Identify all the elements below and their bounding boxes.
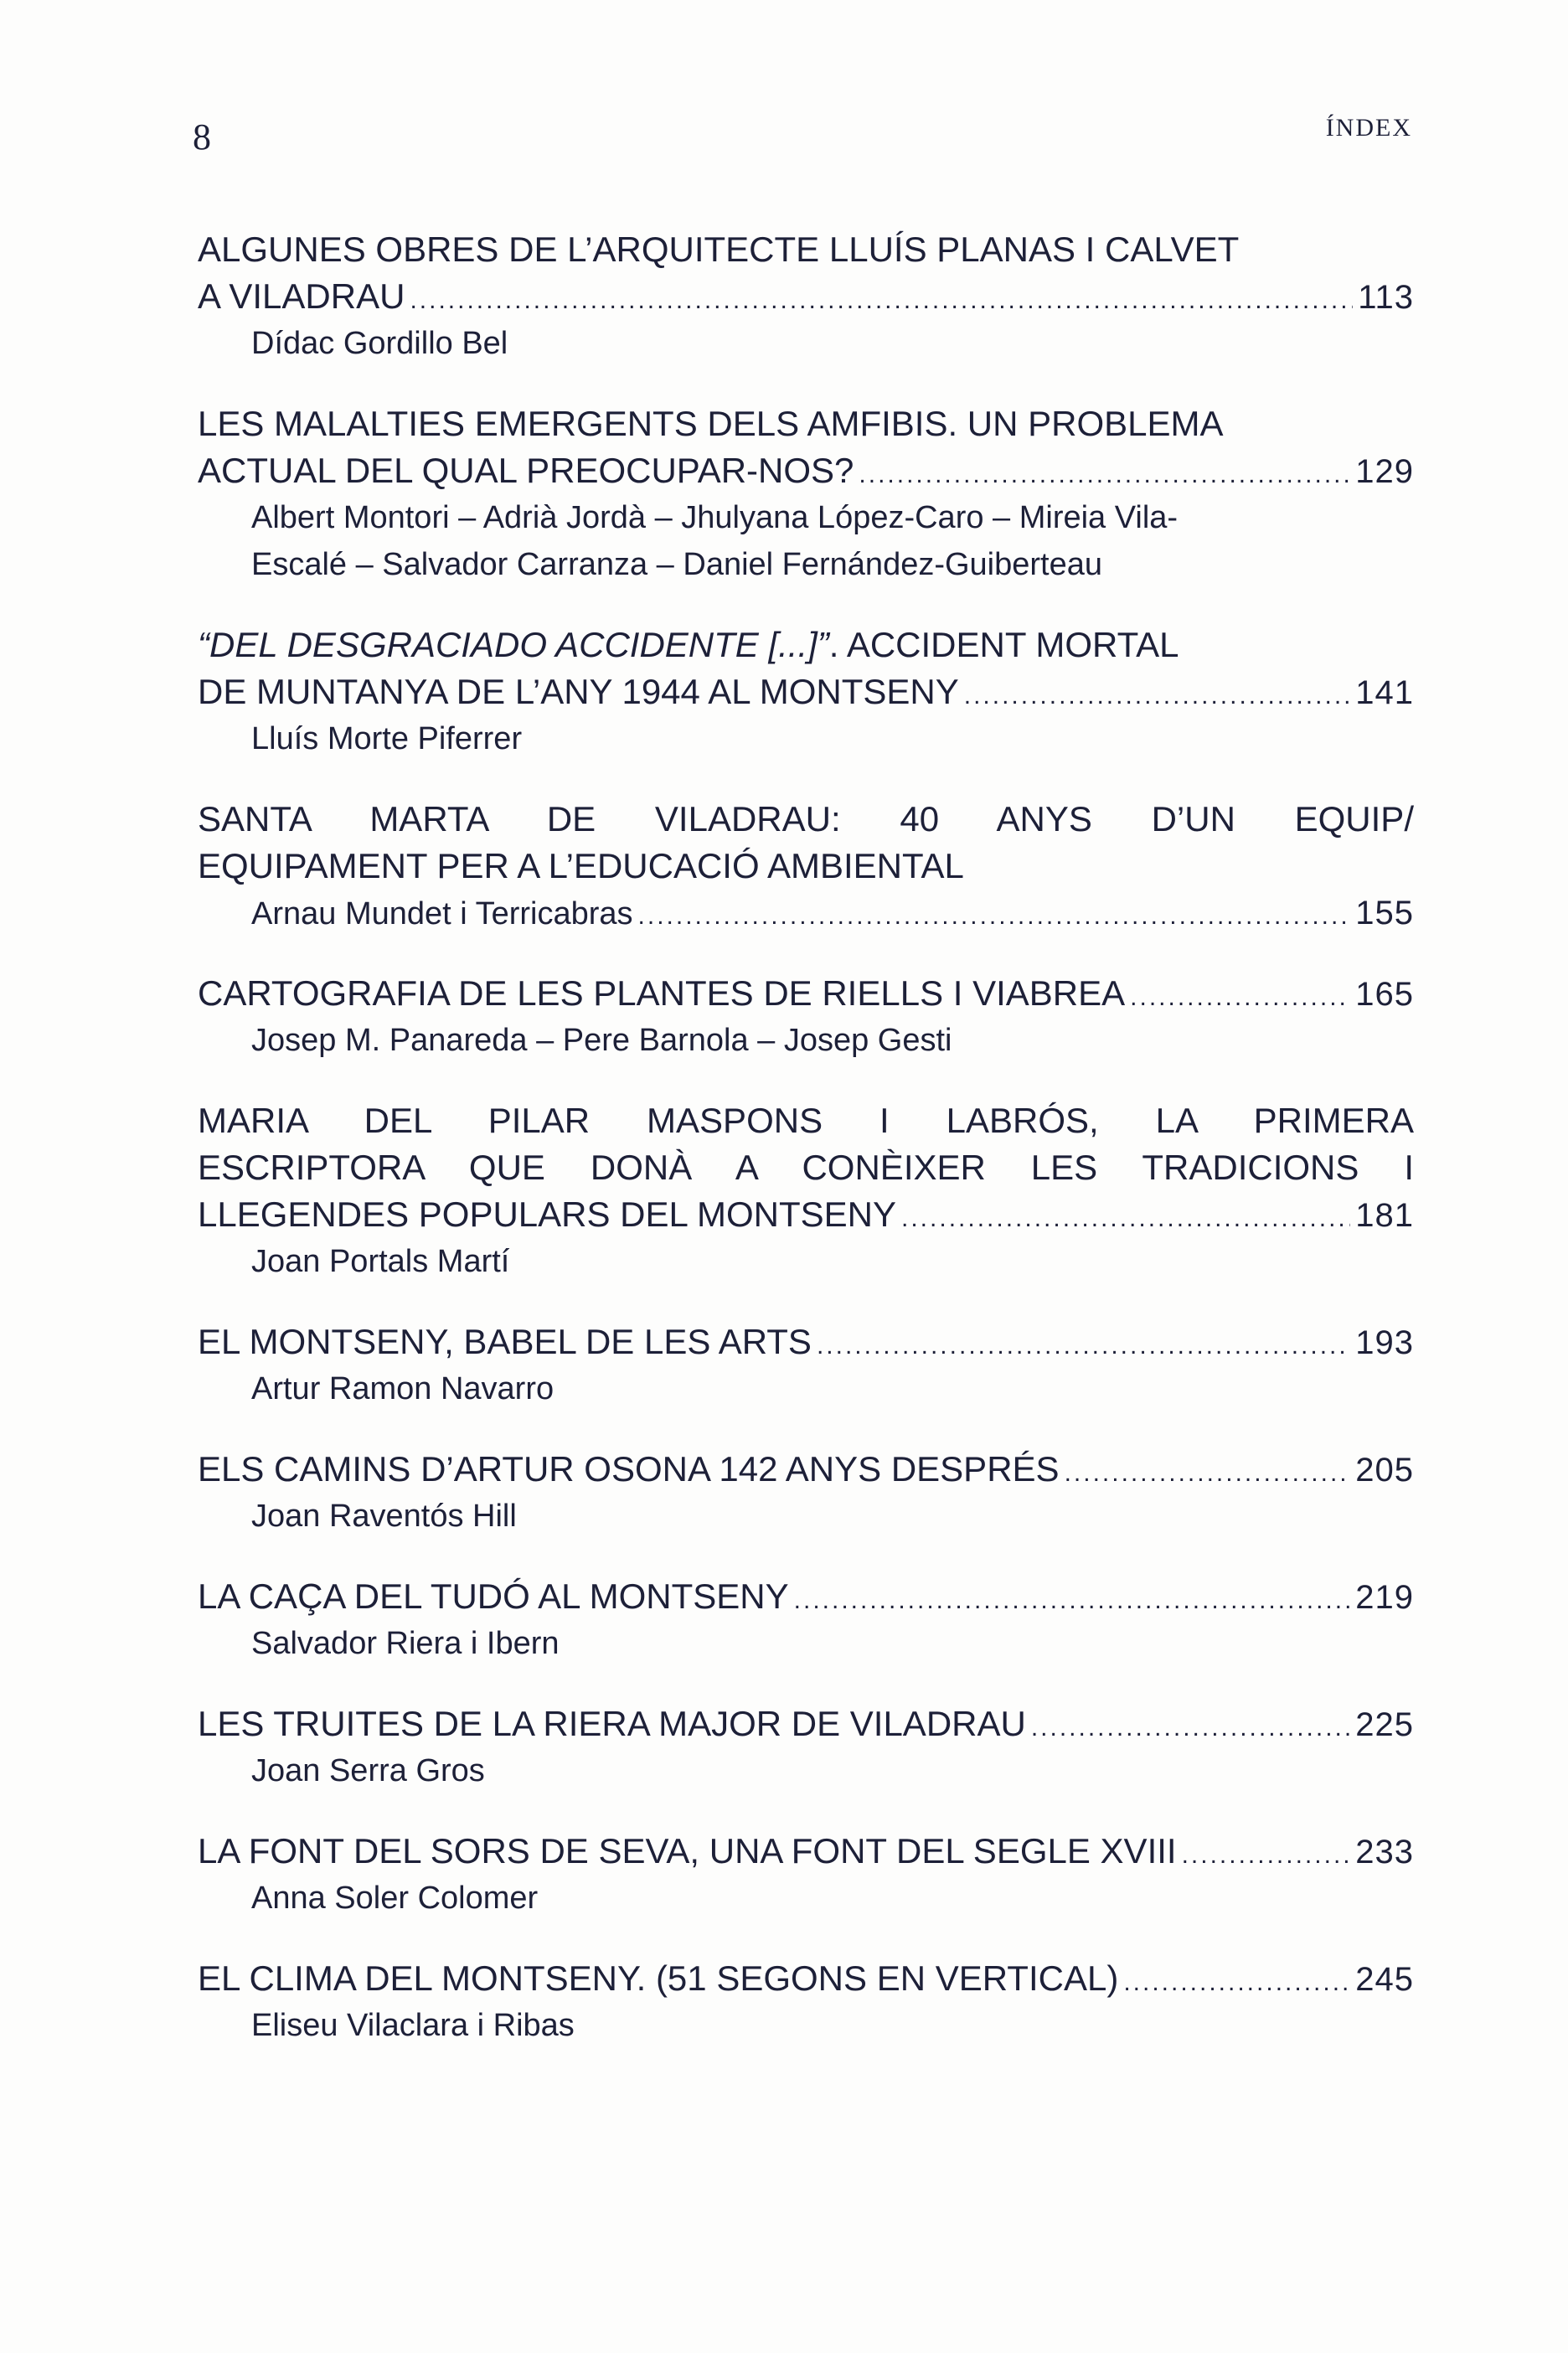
entry-author-text: Eliseu Vilaclara i Ribas [251, 2008, 575, 2043]
toc-entry[interactable] [198, 796, 1414, 937]
dot-leader [638, 893, 1351, 940]
entry-title-line [198, 970, 1414, 1017]
entry-author-text: Dídac Gordillo Bel [251, 326, 508, 361]
entry-author-line [198, 1238, 1414, 1285]
page-reference: 245 [1355, 1961, 1414, 1998]
entry-title-text: LLEGENDES POPULARS DEL MONTSENY [198, 1195, 897, 1234]
dot-leader [410, 277, 1353, 324]
dot-leader [859, 452, 1350, 498]
entry-title-text: CARTOGRAFIA DE LES PLANTES DE RIELLS I VIABREA [198, 973, 1126, 1013]
entry-author-line [198, 1620, 1414, 1667]
entry-title-text: ACTUAL DEL QUAL PREOCUPAR-NOS? [198, 451, 854, 490]
entry-title-line [198, 1573, 1414, 1620]
toc-entry[interactable] [198, 1573, 1414, 1667]
entry-author-text: Albert Montori – Adrià Jordà – Jhulyana López-Caro – Mireia Vila- [251, 500, 1179, 535]
entry-title-text: LA CAÇA DEL TUDÓ AL MONTSENY [198, 1576, 789, 1616]
running-title: ÍNDEX [1325, 114, 1412, 142]
entry-author-line [198, 2002, 1414, 2049]
entry-author-line [198, 1747, 1414, 1794]
toc-entry[interactable] [198, 1318, 1414, 1412]
entry-author-text: Salvador Riera i Ibern [251, 1626, 560, 1661]
entry-author-text: Joan Serra Gros [251, 1753, 485, 1788]
page-reference: 193 [1355, 1324, 1414, 1361]
dot-leader [964, 673, 1351, 720]
entry-author-line [198, 1365, 1414, 1412]
entry-title-line [198, 843, 1414, 890]
toc-entry[interactable] [198, 1446, 1414, 1540]
table-of-contents [198, 226, 1414, 2082]
entry-title-text: EL CLIMA DEL MONTSENY. (51 SEGONS EN VERTICAL) [198, 1958, 1119, 1998]
entry-title-line [198, 1191, 1414, 1238]
entry-title-line [198, 1318, 1414, 1365]
entry-title-line [198, 1446, 1414, 1493]
page-reference: 205 [1355, 1452, 1414, 1489]
dot-leader [1130, 974, 1350, 1021]
toc-entry[interactable] [198, 622, 1414, 762]
entry-author-line [198, 541, 1414, 588]
entry-title-text: ESCRIPTORA QUE DONÀ A CONÈIXER LES TRADICIONS I [198, 1148, 1414, 1187]
entry-title-line [198, 1828, 1414, 1875]
entry-author-text: Arnau Mundet i Terricabras [251, 896, 633, 931]
dot-leader [794, 1577, 1351, 1624]
entry-title-line [198, 447, 1414, 494]
entry-title-text: ELS CAMINS D’ARTUR OSONA 142 ANYS DESPRÉS [198, 1449, 1060, 1489]
entry-title-text: DE MUNTANYA DE L’ANY 1944 AL MONTSENY [198, 672, 959, 711]
dot-leader [1031, 1705, 1350, 1752]
entry-title-line [198, 1955, 1414, 2002]
entry-author-text: Artur Ramon Navarro [251, 1371, 554, 1406]
entry-author-text: Joan Raventós Hill [251, 1499, 517, 1534]
page-reference: 155 [1355, 895, 1414, 931]
dot-leader [1065, 1450, 1351, 1497]
entry-author-text: Escalé – Salvador Carranza – Daniel Fernández-Guiberteau [251, 547, 1102, 582]
entry-title-text: EQUIPAMENT PER A L’EDUCACIÓ AMBIENTAL [198, 846, 964, 885]
entry-author-text: Anna Soler Colomer [251, 1881, 539, 1916]
entry-title-rest: . ACCIDENT MORTAL [828, 625, 1179, 664]
page-reference: 129 [1355, 453, 1414, 490]
entry-title-line [198, 796, 1414, 843]
entry-author-line [198, 1875, 1414, 1922]
toc-entry[interactable] [198, 1828, 1414, 1922]
toc-entry[interactable] [198, 1097, 1414, 1285]
entry-author-line [198, 1493, 1414, 1540]
entry-title-text: EL MONTSENY, BABEL DE LES ARTS [198, 1322, 812, 1361]
page-number: 8 [193, 116, 211, 157]
entry-author-text: Josep M. Panareda – Pere Barnola – Josep Gesti [251, 1023, 952, 1058]
page-reference: 113 [1358, 279, 1414, 316]
entry-title-line [198, 273, 1414, 320]
entry-author-text: Joan Portals Martí [251, 1244, 510, 1279]
entry-title-line [198, 400, 1414, 447]
dot-leader [1182, 1832, 1351, 1879]
entry-title-text: SANTA MARTA DE VILADRAU: 40 ANYS D’UN EQUIP/ [198, 799, 1414, 839]
entry-title-line [198, 668, 1414, 715]
dot-leader [1123, 1959, 1350, 2006]
toc-entry[interactable] [198, 970, 1414, 1064]
entry-title-line [198, 1700, 1414, 1747]
entry-title-text: ALGUNES OBRES DE L’ARQUITECTE LLUÍS PLANAS I CALVET [198, 230, 1240, 269]
entry-title-text: A VILADRAU [198, 276, 405, 316]
entry-title-text: LES MALALTIES EMERGENTS DELS AMFIBIS. UN PROBLEMA [198, 404, 1224, 443]
page-reference: 141 [1355, 674, 1414, 711]
entry-author-line [198, 715, 1414, 762]
entry-author-text: Lluís Morte Piferrer [251, 721, 523, 756]
entry-title-line [198, 1144, 1414, 1191]
toc-entry[interactable] [198, 400, 1414, 588]
page-reference: 181 [1355, 1197, 1414, 1234]
entry-author-line [198, 494, 1414, 541]
entry-author-line [198, 890, 1414, 937]
entry-title-line [198, 226, 1414, 273]
entry-title-text: MARIA DEL PILAR MASPONS I LABRÓS, LA PRIMERA [198, 1101, 1414, 1140]
toc-entry[interactable] [198, 1700, 1414, 1794]
entry-author-line [198, 1017, 1414, 1064]
entry-title-text [198, 622, 1179, 668]
entry-author-line [198, 320, 1414, 367]
entry-title-line [198, 622, 1414, 668]
page-reference: 225 [1355, 1706, 1414, 1743]
entry-title-text: LES TRUITES DE LA RIERA MAJOR DE VILADRAU [198, 1704, 1026, 1743]
toc-entry[interactable] [198, 226, 1414, 367]
page-reference: 233 [1355, 1834, 1414, 1871]
dot-leader [817, 1323, 1350, 1370]
toc-entry[interactable] [198, 1955, 1414, 2049]
page-reference: 165 [1355, 976, 1414, 1013]
page-reference: 219 [1355, 1579, 1414, 1616]
entry-title-line [198, 1097, 1414, 1144]
entry-title-italic: “DEL DESGRACIADO ACCIDENTE [...]” [198, 625, 829, 664]
entry-title-text: LA FONT DEL SORS DE SEVA, UNA FONT DEL SEGLE XVIII [198, 1831, 1177, 1871]
dot-leader [901, 1195, 1350, 1242]
